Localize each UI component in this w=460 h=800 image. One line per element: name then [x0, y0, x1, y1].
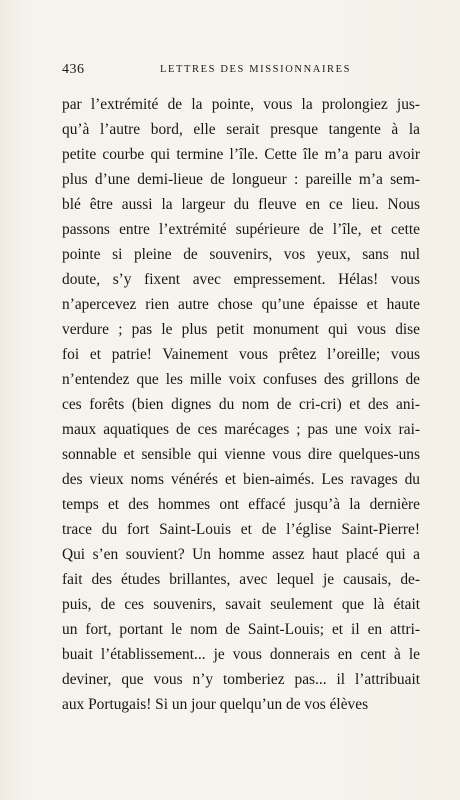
- text-line: qu’à l’autre bord, elle serait presque tangente à la: [62, 121, 420, 138]
- text-line: puis, de ces souvenirs, savait seulement que là était: [62, 596, 420, 613]
- text-line: doute, s’y fixent avec empressement. Hélas! vous: [62, 271, 420, 288]
- text-line: trace du fort Saint-Louis et de l’église Saint-Pierre!: [62, 521, 420, 538]
- text-line: buait l’établissement... je vous donnerais en cent à le: [62, 646, 420, 663]
- text-line: deviner, que vous n’y tomberiez pas... il l’attribuait: [62, 671, 420, 688]
- text-line: blé être aussi la largeur du fleuve en ce lieu. Nous: [62, 196, 420, 213]
- running-title: LETTRES DES MISSIONNAIRES: [160, 64, 352, 75]
- text-line: maux aquatiques de ces marécages ; pas une voix rai-: [62, 421, 420, 438]
- text-line: temps et des hommes ont effacé jusqu’à la dernière: [62, 496, 420, 513]
- page-number: 436: [62, 62, 85, 77]
- text-line: ces forêts (bien dignes du nom de cri-cri) et des ani-: [62, 396, 420, 413]
- text-line: des vieux noms vénérés et bien-aimés. Les ravages du: [62, 471, 420, 488]
- text-line: Qui s’en souvient? Un homme assez haut placé qui a: [62, 546, 420, 563]
- text-line: par l’extrémité de la pointe, vous la prolongiez jus-: [62, 96, 420, 113]
- text-line: n’entendez que les mille voix confuses des grillons de: [62, 371, 420, 388]
- text-line: verdure ; pas le plus petit monument qui vous dise: [62, 321, 420, 338]
- text-line: fait des études brillantes, avec lequel je causais, de-: [62, 571, 420, 588]
- text-line: aux Portugais! Si un jour quelqu’un de vos élèves: [62, 696, 369, 713]
- text-line: passons entre l’extrémité supérieure de l’île, et cette: [62, 221, 420, 238]
- page-header: [62, 62, 420, 82]
- text-line: sonnable et sensible qui vienne vous dire quelques-uns: [62, 446, 420, 463]
- text-line: foi et patrie! Vainement vous prêtez l’oreille; vous: [62, 346, 420, 363]
- text-line: n’apercevez rien autre chose qu’une épaisse et haute: [62, 296, 420, 313]
- text-line: un fort, portant le nom de Saint-Louis; et il en attri-: [62, 621, 420, 638]
- text-line: petite courbe qui termine l’île. Cette île m’a paru avoir: [62, 146, 420, 163]
- text-line: plus d’une demi-lieue de longueur : pareille m’a sem-: [62, 171, 420, 188]
- body-text: [62, 92, 420, 717]
- text-line: pointe si pleine de souvenirs, vos yeux, sans nul: [62, 246, 420, 263]
